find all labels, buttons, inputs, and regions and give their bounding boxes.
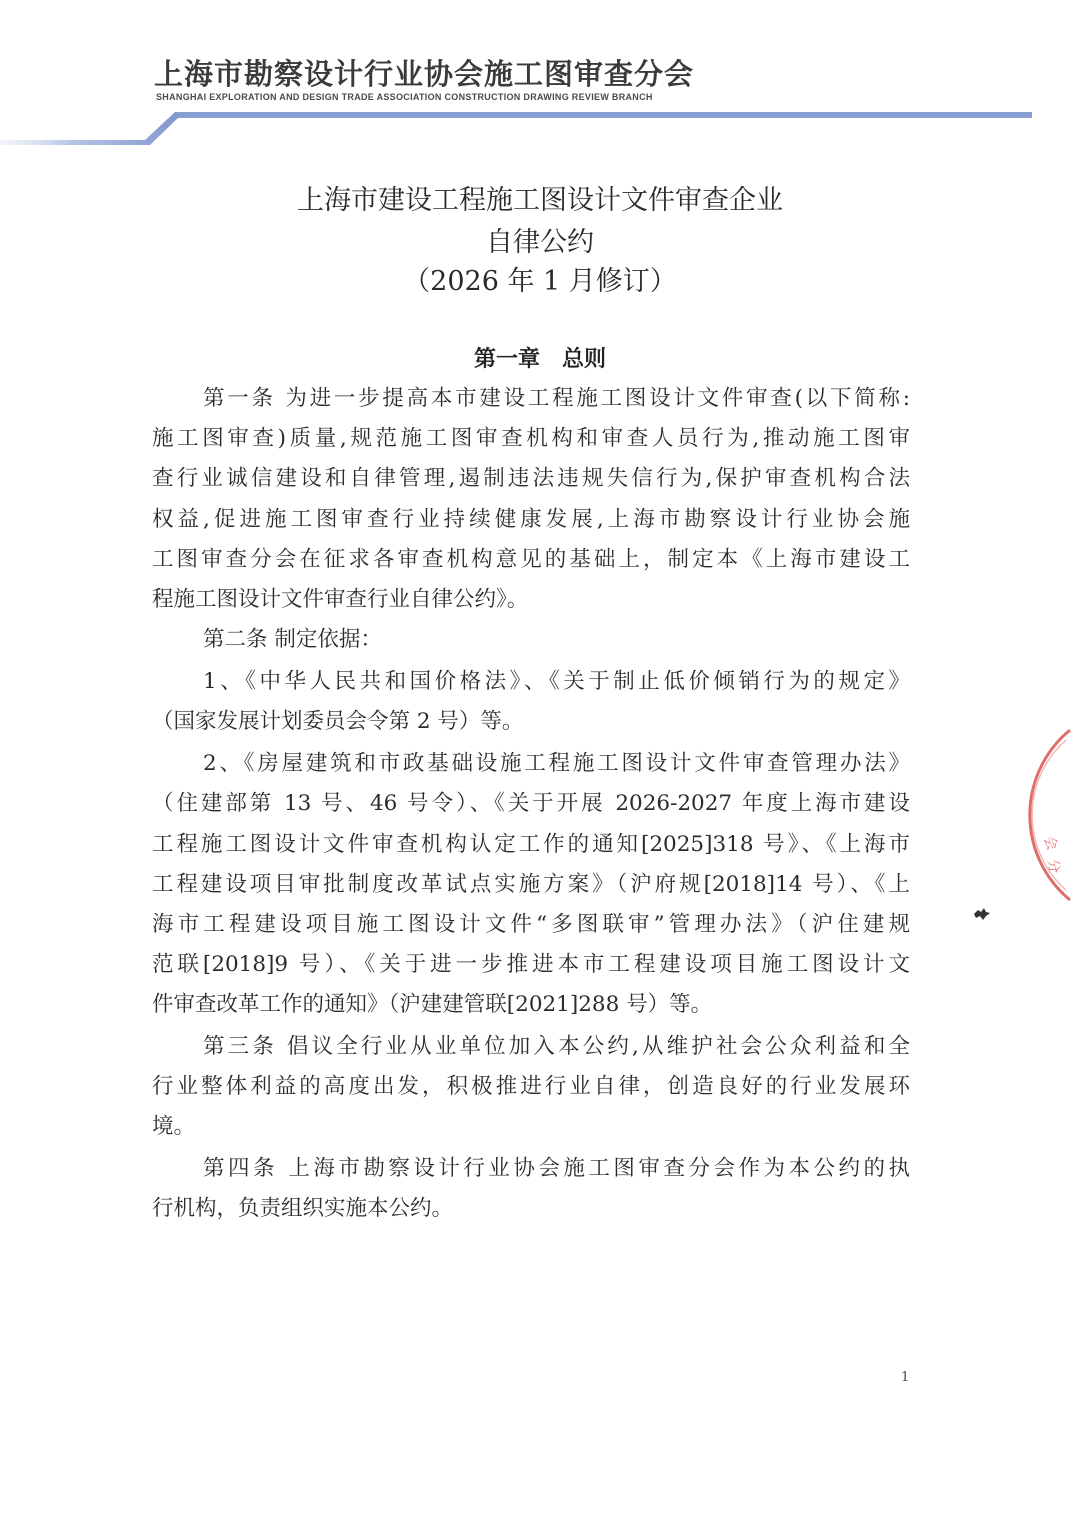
rule-swoosh	[0, 112, 180, 145]
chapter-heading: 第一章 总则	[473, 347, 606, 372]
body-line: 海市工程建设项目施工图设计文件“多图联审”管理办法》（沪住建规	[152, 912, 910, 937]
page-number: 1	[901, 1370, 910, 1385]
body-line: 工程建设项目审批制度改革试点实施方案》（沪府规[2018]14 号）、《上	[152, 872, 910, 897]
body-line: 件审查改革工作的通知》（沪建建管联[2021]288 号）等。	[152, 992, 713, 1017]
body-line: 工程施工图设计文件审查机构认定工作的通知[2025]318 号》、《上海市	[152, 832, 910, 857]
document-title-line-2: 自律公约	[486, 227, 594, 258]
body-line: 2、《房屋建筑和市政基础设施工程施工图设计文件审查管理办法》	[203, 751, 910, 776]
body-line: 工图审查分会在征求各审查机构意见的基础上，制定本《上海市建设工	[152, 547, 910, 572]
organization-name-chinese: 上海市勘察设计行业协会施工图审查分会	[154, 57, 695, 91]
letterhead	[0, 0, 1080, 160]
body-line: 施工图审查)质量,规范施工图审查机构和审查人员行为,推动施工图审	[152, 426, 910, 451]
body-line: 第三条 倡议全行业从业单位加入本公约,从维护社会公众利益和全	[203, 1034, 910, 1059]
body-line: 查行业诚信建设和自律管理,遏制违法违规失信行为,保护审查机构合法	[152, 466, 910, 491]
document-title-line-3: （2026 年 1 月修订）	[403, 266, 677, 297]
body-line: 第四条 上海市勘察设计行业协会施工图审查分会作为本公约的执	[203, 1156, 910, 1181]
scan-speck	[972, 906, 992, 922]
document-title-line-1: 上海市建设工程施工图设计文件审查企业	[297, 185, 783, 216]
body-line: （国家发展计划委员会令第 2 号）等。	[152, 709, 524, 734]
organization-name-english: SHANGHAI EXPLORATION AND DESIGN TRADE ASSOCIATION CONSTRUCTION DRAWING REVIEW BRANCH	[156, 92, 653, 102]
body-line: 第一条 为进一步提高本市建设工程施工图设计文件审查(以下简称:	[203, 386, 910, 411]
body-line: 1、《中华人民共和国价格法》、《关于制止低价倾销行为的规定》	[203, 669, 910, 694]
body-line: （住建部第 13 号、46 号令）、《关于开展 2026-2027 年度上海市建设	[152, 791, 910, 816]
rule-bar	[175, 112, 1032, 118]
body-line: 行机构，负责组织实施本公约。	[152, 1196, 454, 1221]
body-line: 范联[2018]9 号）、《关于进一步推进本市工程建设项目施工图设计文	[152, 952, 910, 977]
body-line: 权益,促进施工图审查行业持续健康发展,上海市勘察设计行业协会施	[152, 507, 910, 532]
svg-text:分: 分	[1044, 857, 1063, 875]
body-line: 程施工图设计文件审查行业自律公约》。	[152, 587, 529, 612]
letterhead-rule	[0, 100, 1080, 150]
body-line: 第二条 制定依据：	[203, 627, 382, 652]
body-line: 境。	[152, 1114, 196, 1139]
body-line: 行业整体利益的高度出发，积极推进行业自律，创造良好的行业发展环	[152, 1074, 910, 1099]
svg-text:会: 会	[1040, 833, 1061, 853]
red-seal-stamp	[1000, 720, 1080, 920]
